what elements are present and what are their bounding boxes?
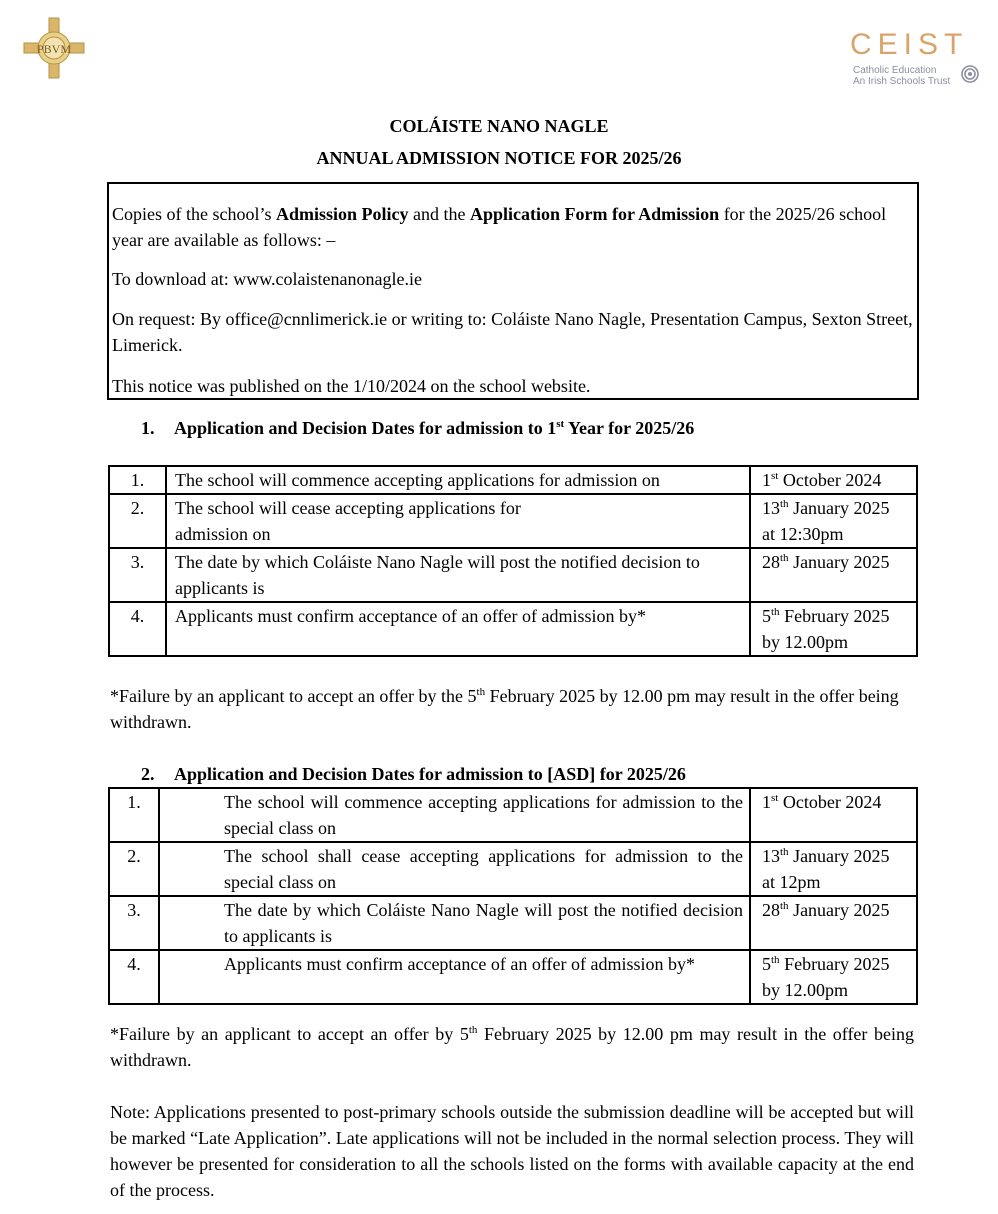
row-description: The school shall cease accepting applications for admission to the special class on	[159, 842, 750, 896]
table-row	[109, 494, 917, 548]
intro-download: To download at: www.colaistenanonagle.ie	[112, 269, 422, 289]
intro-on-request: On request: By office@cnnlimerick.ie or writing to: Coláiste Nano Nagle, Presentation Campus, Sexton Street, Limerick.	[112, 309, 913, 355]
swirl-icon	[960, 64, 980, 84]
notice-title: ANNUAL ADMISSION NOTICE FOR 2025/26	[316, 148, 682, 168]
table-row	[109, 788, 917, 842]
row-date: 5th February 2025 by 12.00pm	[750, 602, 917, 656]
row-date: 13th January 2025 at 12:30pm	[750, 494, 917, 548]
row-description: The date by which Coláiste Nano Nagle will post the notified decision to applicants is	[166, 548, 750, 602]
section-2-footnote: *Failure by an applicant to accept an offer by 5th February 2025 by 12.00 pm may result in the offer being withdrawn.	[110, 1024, 914, 1070]
row-date: 28th January 2025	[750, 548, 917, 602]
presentation-crest-logo	[22, 16, 86, 80]
row-date: 13th January 2025 at 12pm	[750, 842, 917, 896]
intro-published: This notice was published on the 1/10/2024 on the school website.	[112, 376, 591, 396]
row-date: 1st October 2024	[750, 466, 917, 494]
ceist-logo	[848, 28, 984, 90]
table-row	[109, 548, 917, 602]
row-date: 28th January 2025	[750, 896, 917, 950]
row-number: 2.	[109, 494, 166, 548]
row-description: The school will commence accepting applications for admission on	[166, 466, 750, 494]
table-row	[109, 950, 917, 1004]
row-number: 4.	[109, 950, 159, 1004]
row-number: 2.	[109, 842, 159, 896]
school-name: COLÁISTE NANO NAGLE	[389, 116, 609, 136]
row-number: 3.	[109, 896, 159, 950]
section-2-heading: 2. Application and Decision Dates for admission to [ASD] for 2025/26	[141, 764, 686, 784]
row-description: Applicants must confirm acceptance of an offer of admission by*	[159, 950, 750, 1004]
row-number: 1.	[109, 466, 166, 494]
row-description: The school will commence accepting applications for admission to the special class on	[159, 788, 750, 842]
section-1-footnote: *Failure by an applicant to accept an offer by the 5th February 2025 by 12.00 pm may result in the offer being withdrawn.	[110, 686, 899, 732]
svg-text:PBVM: PBVM	[36, 42, 72, 56]
row-description: Applicants must confirm acceptance of an offer of admission by*	[166, 602, 750, 656]
ceist-wordmark: CEIST	[850, 28, 969, 61]
ceist-tagline-2: An Irish Schools Trust	[853, 76, 951, 87]
section-1-heading: 1. Application and Decision Dates for admission to 1st Year for 2025/26	[141, 418, 695, 438]
ceist-tagline-1: Catholic Education	[853, 65, 937, 76]
row-number: 3.	[109, 548, 166, 602]
row-date: 5th February 2025 by 12.00pm	[750, 950, 917, 1004]
section-1-table	[108, 465, 918, 657]
table-row	[109, 602, 917, 656]
row-description: The date by which Coláiste Nano Nagle will post the notified decision to applicants is	[159, 896, 750, 950]
intro-paragraph-1: Copies of the school’s Admission Policy and the Application Form for Admission for the 2025/26 school year are available as follows: –	[112, 204, 887, 250]
table-row	[109, 896, 917, 950]
late-application-note: Note: Applications presented to post-primary schools outside the submission deadline will be accepted but will be marked “Late Application”. Late applications will not be included in the normal selection process. They will however be presented for consideration to all the schools listed on the forms with available capacity at the end of the process.	[110, 1102, 914, 1200]
row-number: 1.	[109, 788, 159, 842]
intro-box	[107, 182, 919, 400]
row-date: 1st October 2024	[750, 788, 917, 842]
table-row	[109, 466, 917, 494]
row-number: 4.	[109, 602, 166, 656]
row-description: The school will cease accepting applications for admission on	[166, 494, 750, 548]
table-row	[109, 842, 917, 896]
section-2-table	[108, 787, 918, 1005]
